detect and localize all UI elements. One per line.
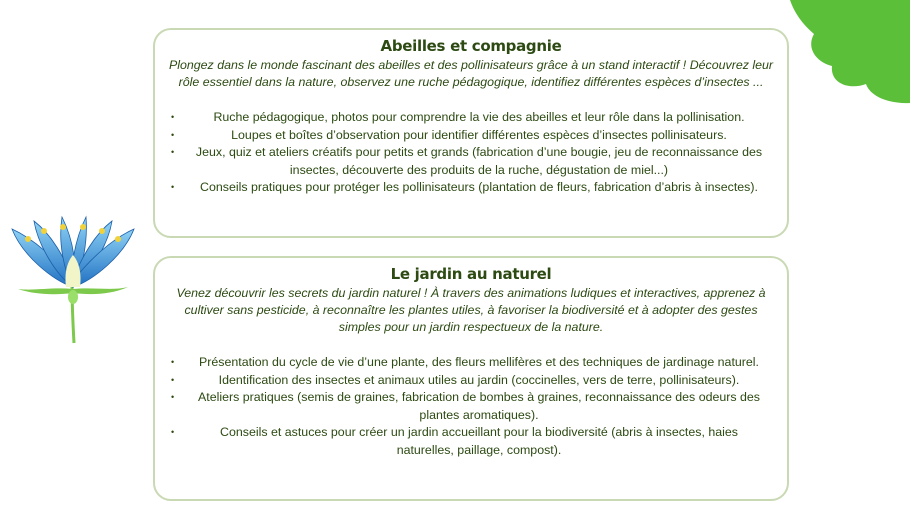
list-item: • Conseils pratiques pour protéger les pollinisateurs (plantation de fleurs, fabrication d’abris à insectes).	[163, 179, 779, 197]
bullet-icon: •	[171, 129, 175, 140]
section-card-jardin	[153, 256, 789, 501]
bullet-list	[163, 109, 779, 197]
list-item: • Identification des insectes et animaux utiles au jardin (coccinelles, vers de terre, pollinisateurs).	[163, 372, 779, 390]
flower-illustration	[8, 215, 138, 345]
bullet-icon: •	[171, 182, 175, 192]
section-intro: Plongez dans le monde fascinant des abeilles et des pollinisateurs grâce à un stand interactif ! Découvrez leur rôle essentiel dans la nature, observez une ruche pédagogique, identifiez différentes espèces d’insectes ...	[168, 58, 774, 89]
list-item: • Jeux, quiz et ateliers créatifs pour petits et grands (fabrication d’une bougie, jeu de reconnaissance des insectes, découverte des produits de la ruche, dégustation de miel...)	[171, 145, 763, 177]
list-item: • Loupes et boîtes d’observation pour identifier différentes espèces d’insectes pollinisateurs.	[163, 127, 779, 145]
section-title: Abeilles et compagnie	[380, 37, 562, 55]
list-item: • Ateliers pratiques (semis de graines, fabrication de bombes à graines, reconnaissance des odeurs des plantes aromatiques).	[171, 390, 761, 422]
section-title: Le jardin au naturel	[390, 265, 552, 283]
list-item: • Conseils et astuces pour créer un jardin accueillant pour la biodiversité (abris à insectes, haies naturelles, paillage, compost).	[171, 425, 738, 457]
green-blob-decoration	[790, 0, 910, 105]
bullet-icon: •	[171, 357, 175, 367]
bullet-icon: •	[171, 147, 175, 157]
bullet-icon: •	[171, 427, 175, 437]
bullet-icon: •	[171, 392, 175, 402]
section-intro: Venez découvrir les secrets du jardin naturel ! À travers des animations ludiques et interactives, apprenez à cultiver sans pesticide, à reconnaître les plantes utiles, à favoriser la biodiversité et à adopter des gestes simples pour un jardin respectueux de la nature.	[176, 286, 766, 334]
list-item: • Ruche pédagogique, photos pour comprendre la vie des abeilles et leur rôle dans la pollinisation.	[163, 109, 779, 127]
bullet-list	[163, 354, 779, 459]
bullet-icon: •	[171, 112, 175, 122]
list-item: • Présentation du cycle de vie d’une plante, des fleurs mellifères et des techniques de jardinage naturel.	[163, 354, 779, 372]
bullet-icon: •	[171, 374, 175, 385]
section-card-abeilles	[153, 28, 789, 238]
